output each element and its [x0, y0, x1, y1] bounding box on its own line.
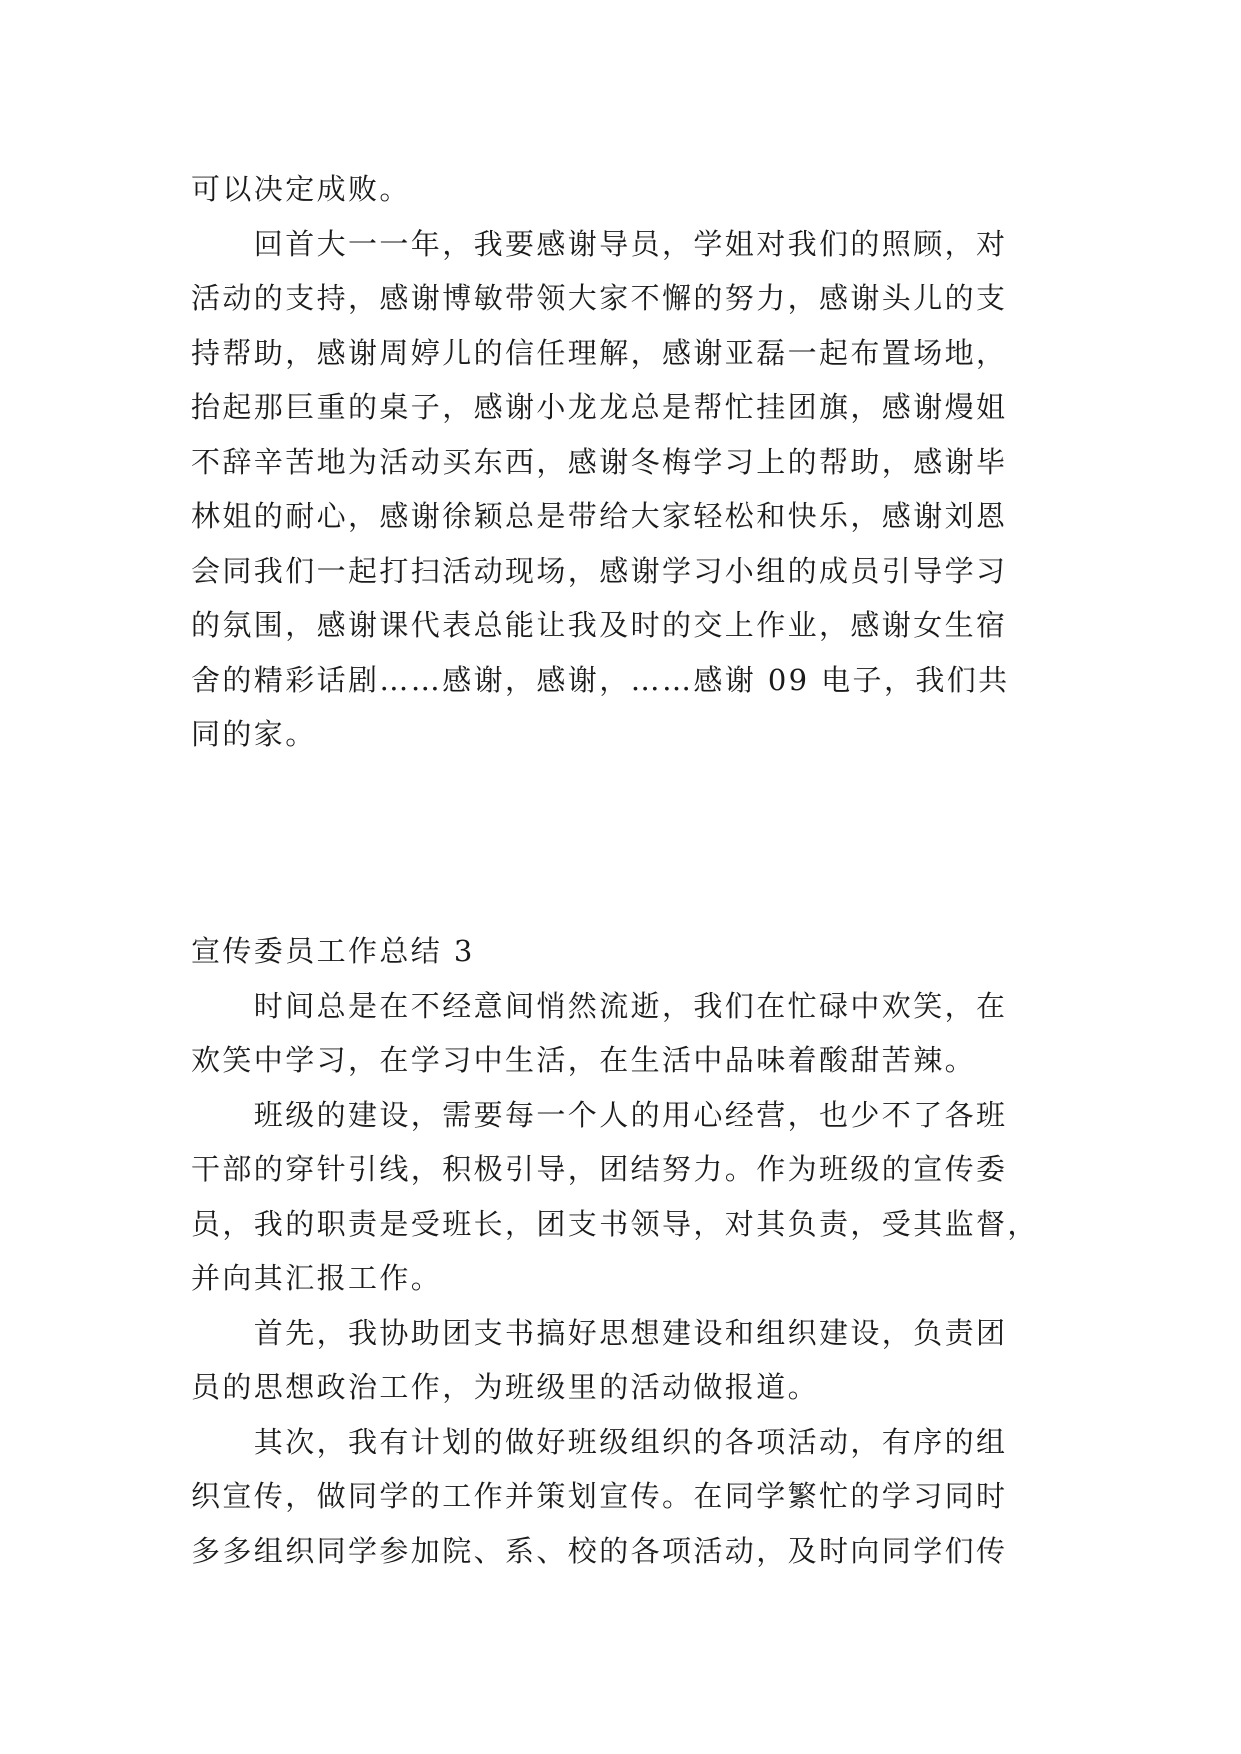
- paragraph-line: 时间总是在不经意间悄然流逝，我们在忙碌中欢笑，在: [191, 988, 1008, 1023]
- paragraph-line: 员，我的职责是受班长，团支书领导，对其负责，受其监督，: [191, 1206, 1039, 1241]
- paragraph-line: 班级的建设，需要每一个人的用心经营，也少不了各班: [191, 1097, 1008, 1132]
- paragraph-line: 的氛围，感谢课代表总能让我及时的交上作业，感谢女生宿: [191, 608, 1008, 642]
- paragraph-line: 其次，我有计划的做好班级组织的各项活动，有序的组: [191, 1424, 1008, 1459]
- paragraph-line: 可以决定成败。: [191, 172, 411, 206]
- paragraph-line: 活动的支持，感谢博敏带领大家不懈的努力，感谢头儿的支: [191, 281, 1008, 315]
- paragraph-line: 干部的穿针引线，积极引导，团结努力。作为班级的宣传委: [191, 1152, 1008, 1186]
- paragraph-line: 同的家。: [191, 717, 317, 751]
- paragraph-line: 林姐的耐心，感谢徐颖总是带给大家轻松和快乐，感谢刘恩: [191, 499, 1008, 533]
- paragraph-line: 持帮助，感谢周婷儿的信任理解，感谢亚磊一起布置场地，: [191, 335, 1008, 370]
- paragraph-line: 并向其汇报工作。: [191, 1261, 443, 1295]
- paragraph-line: 多多组织同学参加院、系、校的各项活动，及时向同学们传: [191, 1533, 1008, 1568]
- paragraph-line: 抬起那巨重的桌子，感谢小龙龙总是帮忙挂团旗，感谢熳姐: [191, 390, 1008, 424]
- section-3-text: [191, 924, 1055, 1578]
- previous-section-text: [191, 162, 1055, 762]
- paragraph-line: 回首大一一年，我要感谢导员，学姐对我们的照顾，对: [191, 226, 1008, 261]
- paragraph-line: 员的思想政治工作，为班级里的活动做报道。: [191, 1370, 820, 1404]
- paragraph-line: 舍的精彩话剧……感谢，感谢，……感谢 09 电子，我们共: [191, 662, 1010, 697]
- paragraph-line: 不辞辛苦地为活动买东西，感谢冬梅学习上的帮助，感谢毕: [191, 444, 1008, 479]
- paragraph-line: 织宣传，做同学的工作并策划宣传。在同学繁忙的学习同时: [191, 1479, 1008, 1513]
- paragraph-line: 欢笑中学习，在学习中生活，在生活中品味着酸甜苦辣。: [191, 1043, 977, 1077]
- paragraph-line: 首先，我协助团支书搞好思想建设和组织建设，负责团: [191, 1315, 1008, 1350]
- paragraph-line: 会同我们一起打扫活动现场，感谢学习小组的成员引导学习: [191, 553, 1008, 588]
- section-heading: 宣传委员工作总结 3: [191, 934, 475, 968]
